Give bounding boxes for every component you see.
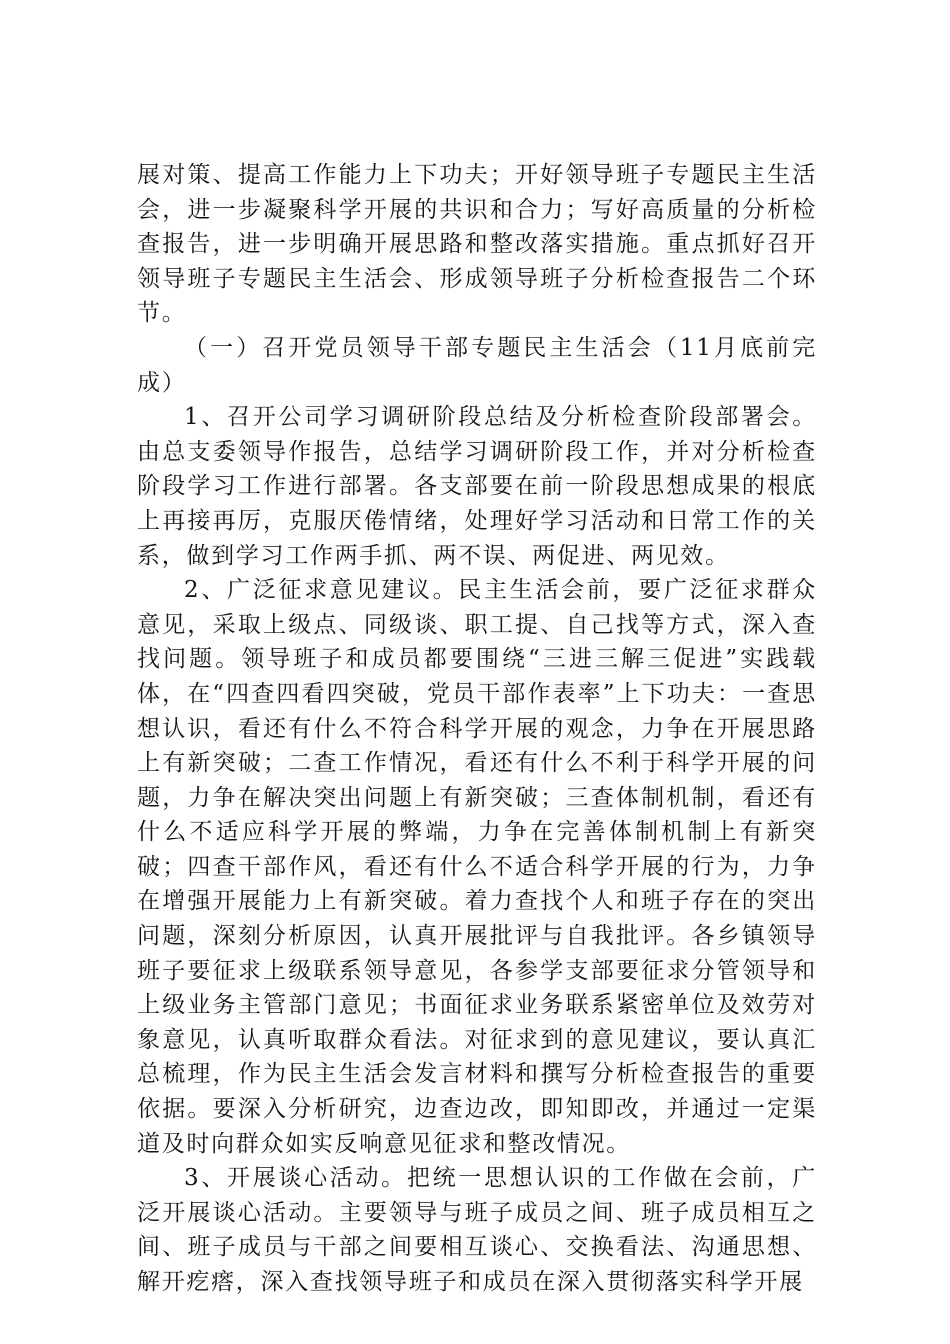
paragraph-item-3: 3、开展谈心活动。把统一思想认识的工作做在会前，广泛开展谈心活动。主要领导与班子成员之间、班子成员相互之间、班子成员与干部之间要相互谈心、交换看法、沟通思想、解开疙瘩，深入查找领导班子和成员在深入贯彻落实科学开展	[137, 1165, 817, 1295]
section-heading: （一）召开党员领导干部专题民主生活会（11月底前完成）	[137, 334, 817, 396]
document-page	[137, 158, 817, 1300]
paragraph-item-1: 1、召开公司学习调研阶段总结及分析检查阶段部署会。由总支委领导作报告，总结学习调研阶段工作，并对分析检查阶段学习工作进行部署。各支部要在前一阶段思想成果的根底上再接再厉，克服厌倦情绪，处理好学习活动和日常工作的关系，做到学习工作两手抓、两不误、两促进、两见效。	[137, 404, 817, 569]
paragraph-item-2: 2、广泛征求意见建议。民主生活会前，要广泛征求群众意见，采取上级点、同级谈、职工提、自己找等方式，深入查找问题。领导班子和成员都要围绕“三进三解三促进”实践载体，在“四查四看四突破，党员干部作表率”上下功夫：一查思想认识，看还有什么不符合科学开展的观念，力争在开展思路上有新突破；二查工作情况，看还有什么不利于科学开展的问题，力争在解决突出问题上有新突破；三查体制机制，看还有什么不适应科学开展的弊端，力争在完善体制机制上有新突破；四查干部作风，看还有什么不适合科学开展的行为，力争在增强开展能力上有新突破。着力查找个人和班子存在的突出问题，深刻分析原因，认真开展批评与自我批评。各乡镇领导班子要征求上级联系领导意见，各参学支部要征求分管领导和上级业务主管部门意见；书面征求业务联系紧密单位及效劳对象意见，认真听取群众看法。对征求到的意见建议，要认真汇总梳理，作为民主生活会发言材料和撰写分析检查报告的重要依据。要深入分析研究，边查边改，即知即改，并通过一定渠道及时向群众如实反响意见征求和整改情况。	[137, 577, 817, 1157]
paragraph-continuation: 展对策、提高工作能力上下功夫；开好领导班子专题民主生活会，进一步凝聚科学开展的共识和合力；写好高质量的分析检查报告，进一步明确开展思路和整改落实措施。重点抓好召开领导班子专题民主生活会、形成领导班子分析检查报告二个环节。	[137, 162, 817, 327]
